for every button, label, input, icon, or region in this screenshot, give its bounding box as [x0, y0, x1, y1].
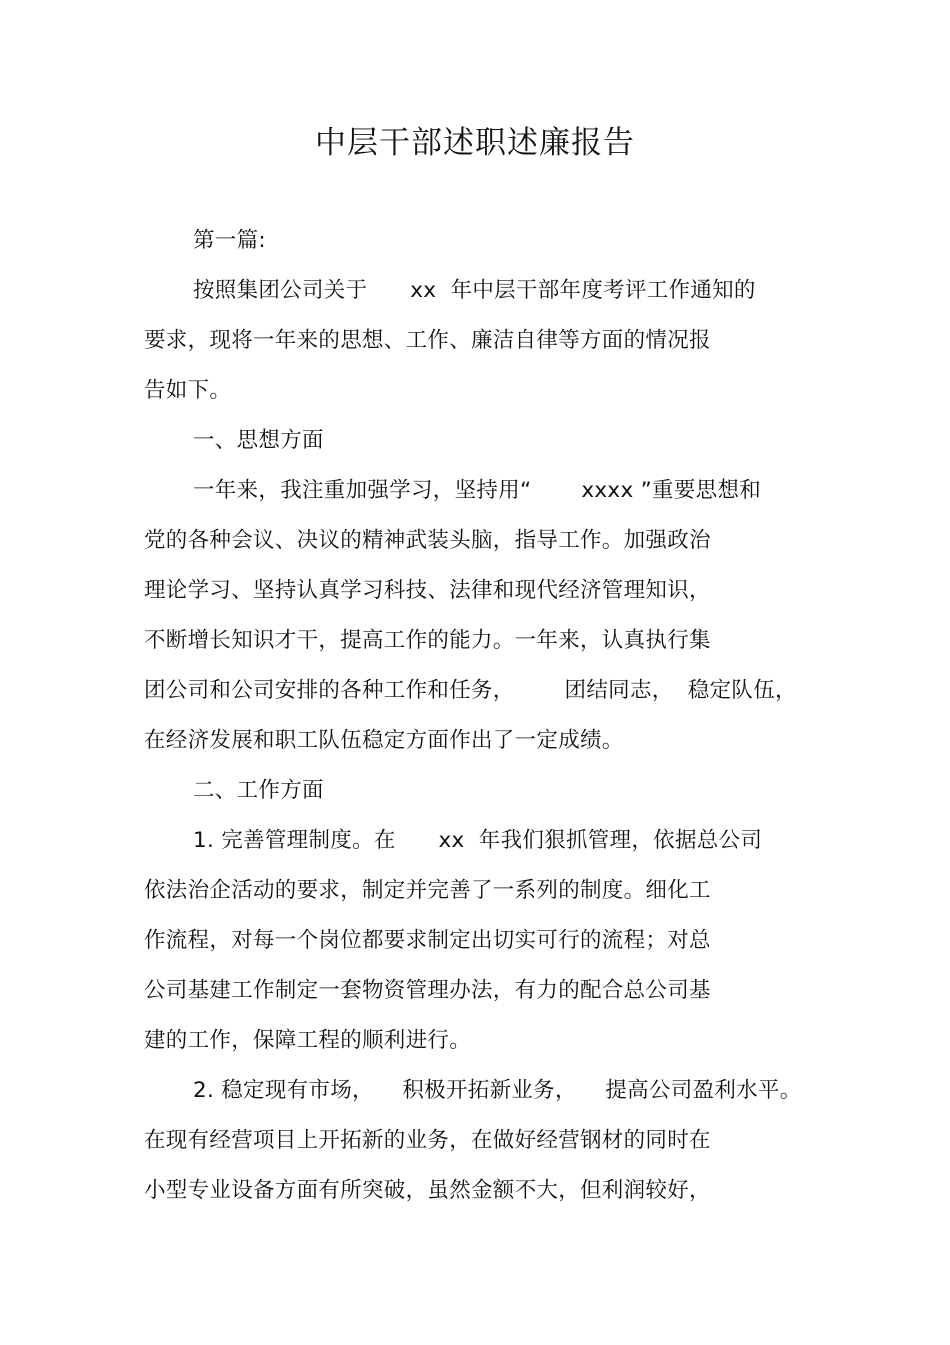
paragraph-line: 2. 稳定现有市场， 积极开拓新业务， 提高公司盈利水平。 [193, 1078, 802, 1103]
section-heading-work: 二、工作方面 [193, 778, 324, 803]
document-title: 中层干部述职述廉报告 [315, 125, 635, 161]
paragraph-line: 依法治企活动的要求，制定并完善了一系列的制度。细化工 [144, 878, 711, 903]
paragraph-line: 不断增长知识才干，提高工作的能力。一年来，认真执行集 [144, 628, 711, 653]
paragraph-line: 小型专业设备方面有所突破，虽然金额不大，但利润较好， [144, 1178, 711, 1203]
paragraph-line: 要求，现将一年来的思想、工作、廉洁自律等方面的情况报 [144, 328, 711, 353]
section-heading-thought: 一、思想方面 [193, 428, 324, 453]
paragraph-line: 在经济发展和职工队伍稳定方面作出了一定成绩。 [144, 728, 624, 753]
paragraph-line: 一年来，我注重加强学习，坚持用“ xxxx ”重要思想和 [193, 478, 762, 503]
paragraph-line: 公司基建工作制定一套物资管理办法，有力的配合总公司基 [144, 978, 711, 1003]
paragraph-line: 团公司和公司安排的各种工作和任务， 团结同志， 稳定队伍， [144, 678, 797, 703]
paragraph-line: 作流程，对每一个岗位都要求制定出切实可行的流程；对总 [144, 928, 711, 953]
paragraph-line: 建的工作，保障工程的顺利进行。 [144, 1028, 472, 1053]
section-label-first: 第一篇: [193, 228, 266, 253]
paragraph-line: 在现有经营项目上开拓新的业务，在做好经营钢材的同时在 [144, 1128, 711, 1153]
paragraph-line: 党的各种会议、决议的精神武装头脑，指导工作。加强政治 [144, 528, 711, 553]
paragraph-line: 按照集团公司关于 xx 年中层干部年度考评工作通知的 [193, 278, 756, 303]
paragraph-line: 告如下。 [144, 378, 232, 403]
paragraph-line: 理论学习、坚持认真学习科技、法律和现代经济管理知识， [144, 578, 711, 603]
paragraph-line: 1. 完善管理制度。在 xx 年我们狠抓管理，依据总公司 [193, 828, 763, 853]
